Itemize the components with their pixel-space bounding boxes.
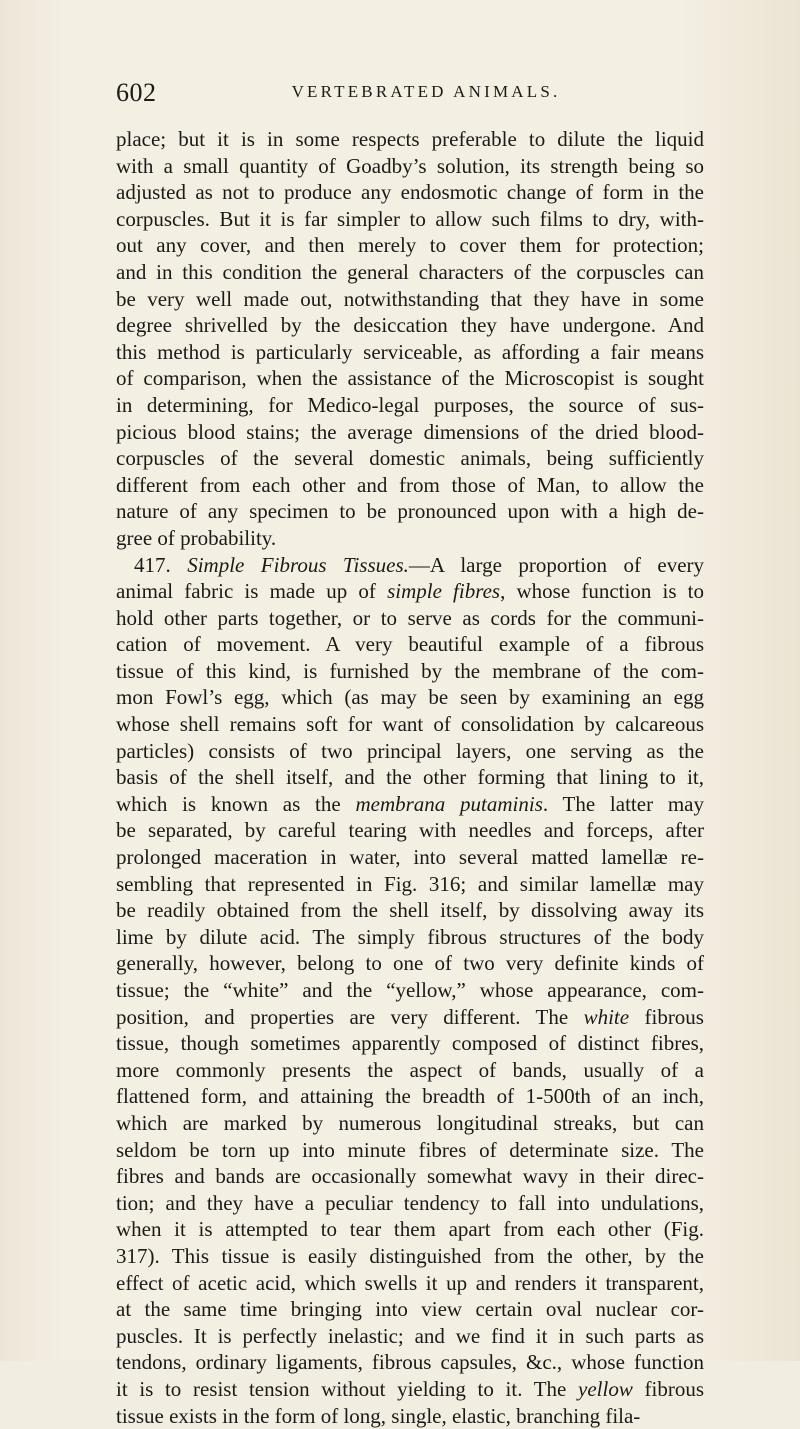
text-run: place; but it is in some respects preferable to dilute the liquid <box>116 127 704 151</box>
text-run: —A large proportion of every <box>409 553 704 577</box>
text-line <box>116 791 704 818</box>
text-run: this method is particularly serviceable, as affording a fair means <box>116 340 704 364</box>
text-run: picious blood stains; the average dimensions of the dried blood- <box>116 420 704 444</box>
italic-text: membrana putaminis <box>355 792 542 816</box>
text-run: fibres and bands are occasionally somewhat wavy in their direc- <box>116 1164 704 1188</box>
text-run: lime by dilute acid. The simply fibrous structures of the body <box>116 925 704 949</box>
text-line <box>116 631 704 658</box>
page-number: 602 <box>116 78 157 108</box>
text-run: 317). This tissue is easily distinguished from the other, by the <box>116 1244 704 1268</box>
text-run: puscles. It is perfectly inelastic; and we find it in such parts as <box>116 1324 704 1348</box>
text-run: flattened form, and attaining the breadth of 1-500th of an inch, <box>116 1084 704 1108</box>
text-line <box>116 1083 704 1110</box>
text-run: be separated, by careful tearing with needles and forceps, after <box>116 818 704 842</box>
text-line <box>116 1323 704 1350</box>
text-run: of comparison, when the assistance of the Microscopist is sought <box>116 366 704 390</box>
text-run: tendons, ordinary ligaments, fibrous capsules, &c., whose function <box>116 1350 704 1374</box>
text-line <box>116 1349 704 1376</box>
text-run: at the same time bringing into view certain oval nuclear cor- <box>116 1297 704 1321</box>
text-run: tissue of this kind, is furnished by the membrane of the com- <box>116 659 704 683</box>
text-line <box>116 1296 704 1323</box>
text-run: hold other parts together, or to serve as cords for the communi- <box>116 606 704 630</box>
text-line <box>116 153 704 180</box>
text-run: degree shrivelled by the desiccation they have undergone. And <box>116 313 704 337</box>
text-line <box>116 1110 704 1137</box>
text-run: generally, however, belong to one of two very definite kinds of <box>116 951 704 975</box>
text-run: corpuscles of the several domestic animals, being sufficiently <box>116 446 704 470</box>
text-line <box>116 684 704 711</box>
text-line <box>116 605 704 632</box>
text-line <box>116 472 704 499</box>
text-line <box>116 1403 704 1429</box>
text-run: gree of probability. <box>116 526 276 550</box>
text-run: in determining, for Medico-legal purposes, the source of sus- <box>116 393 704 417</box>
body-text <box>116 126 704 1429</box>
text-run: cation of movement. A very beautiful example of a fibrous <box>116 632 704 656</box>
text-line <box>116 950 704 977</box>
text-line <box>116 764 704 791</box>
text-line <box>116 1376 704 1403</box>
text-run: different from each other and from those of Man, to allow the <box>116 473 704 497</box>
text-line <box>116 738 704 765</box>
text-line <box>116 1270 704 1297</box>
running-head: VERTEBRATED ANIMALS. <box>116 82 696 102</box>
text-line <box>116 179 704 206</box>
italic-text: white <box>584 1005 630 1029</box>
text-line <box>116 365 704 392</box>
text-run: position, and properties are very different. The <box>116 1005 584 1029</box>
text-line <box>116 924 704 951</box>
text-line <box>116 525 704 552</box>
text-line <box>116 232 704 259</box>
text-line <box>116 658 704 685</box>
text-run: , whose function is to <box>500 579 704 603</box>
text-line <box>116 844 704 871</box>
text-line <box>116 445 704 472</box>
text-run: whose shell remains soft for want of consolidation by calcareous <box>116 712 704 736</box>
text-run: when it is attempted to tear them apart from each other (Fig. <box>116 1217 704 1241</box>
text-line <box>116 1004 704 1031</box>
text-line <box>116 871 704 898</box>
text-run: it is to resist tension without yielding to it. The <box>116 1377 578 1401</box>
text-run: prolonged maceration in water, into several matted lamellæ re- <box>116 845 704 869</box>
text-line <box>116 578 704 605</box>
text-run: tion; and they have a peculiar tendency to fall into undulations, <box>116 1191 704 1215</box>
text-line <box>116 259 704 286</box>
text-run: be readily obtained from the shell itself, by dissolving away its <box>116 898 704 922</box>
text-run: mon Fowl’s egg, which (as may be seen by examining an egg <box>116 685 704 709</box>
text-line <box>116 126 704 153</box>
text-line <box>116 419 704 446</box>
text-line <box>116 286 704 313</box>
text-run: fibrous <box>633 1377 704 1401</box>
italic-text: simple fibres <box>387 579 500 603</box>
text-run: tissue exists in the form of long, single, elastic, branching fila- <box>116 1404 640 1428</box>
text-run: fibrous <box>629 1005 704 1029</box>
text-line <box>116 1057 704 1084</box>
text-line <box>116 817 704 844</box>
text-run: sembling that represented in Fig. 316; and similar lamellæ may <box>116 872 704 896</box>
text-line <box>116 1190 704 1217</box>
text-run: particles) consists of two principal layers, one serving as the <box>116 739 704 763</box>
text-line <box>116 392 704 419</box>
text-run: effect of acetic acid, which swells it up and renders it transparent, <box>116 1271 704 1295</box>
text-run: animal fabric is made up of <box>116 579 387 603</box>
text-line <box>116 1243 704 1270</box>
text-run: out any cover, and then merely to cover them for protection; <box>116 233 704 257</box>
italic-text: Simple Fibrous Tissues. <box>187 553 409 577</box>
text-run: which is known as the <box>116 792 355 816</box>
text-line <box>116 312 704 339</box>
text-line <box>116 206 704 233</box>
text-line <box>116 339 704 366</box>
text-run: with a small quantity of Goadby’s solution, its strength being so <box>116 154 704 178</box>
text-line <box>116 1137 704 1164</box>
text-run: nature of any specimen to be pronounced upon with a high de- <box>116 499 704 523</box>
italic-text: yellow <box>578 1377 633 1401</box>
text-run: basis of the shell itself, and the other forming that lining to it, <box>116 765 704 789</box>
text-run: 417. <box>134 553 187 577</box>
text-line <box>116 1030 704 1057</box>
text-run: tissue, though sometimes apparently composed of distinct fibres, <box>116 1031 704 1055</box>
text-run: more commonly presents the aspect of bands, usually of a <box>116 1058 704 1082</box>
text-line <box>116 897 704 924</box>
text-line <box>116 552 704 579</box>
text-run: . The latter may <box>543 792 704 816</box>
text-run: be very well made out, notwithstanding that they have in some <box>116 287 704 311</box>
text-run: which are marked by numerous longitudinal streaks, but can <box>116 1111 704 1135</box>
text-line <box>116 711 704 738</box>
text-run: corpuscles. But it is far simpler to allow such films to dry, with- <box>116 207 704 231</box>
text-run: tissue; the “white” and the “yellow,” whose appearance, com- <box>116 978 704 1002</box>
text-line <box>116 1216 704 1243</box>
text-run: seldom be torn up into minute fibres of determinate size. The <box>116 1138 704 1162</box>
text-run: adjusted as not to produce any endosmotic change of form in the <box>116 180 704 204</box>
text-line <box>116 977 704 1004</box>
text-line <box>116 498 704 525</box>
page-header <box>116 78 696 108</box>
text-line <box>116 1163 704 1190</box>
text-run: and in this condition the general characters of the corpuscles can <box>116 260 704 284</box>
